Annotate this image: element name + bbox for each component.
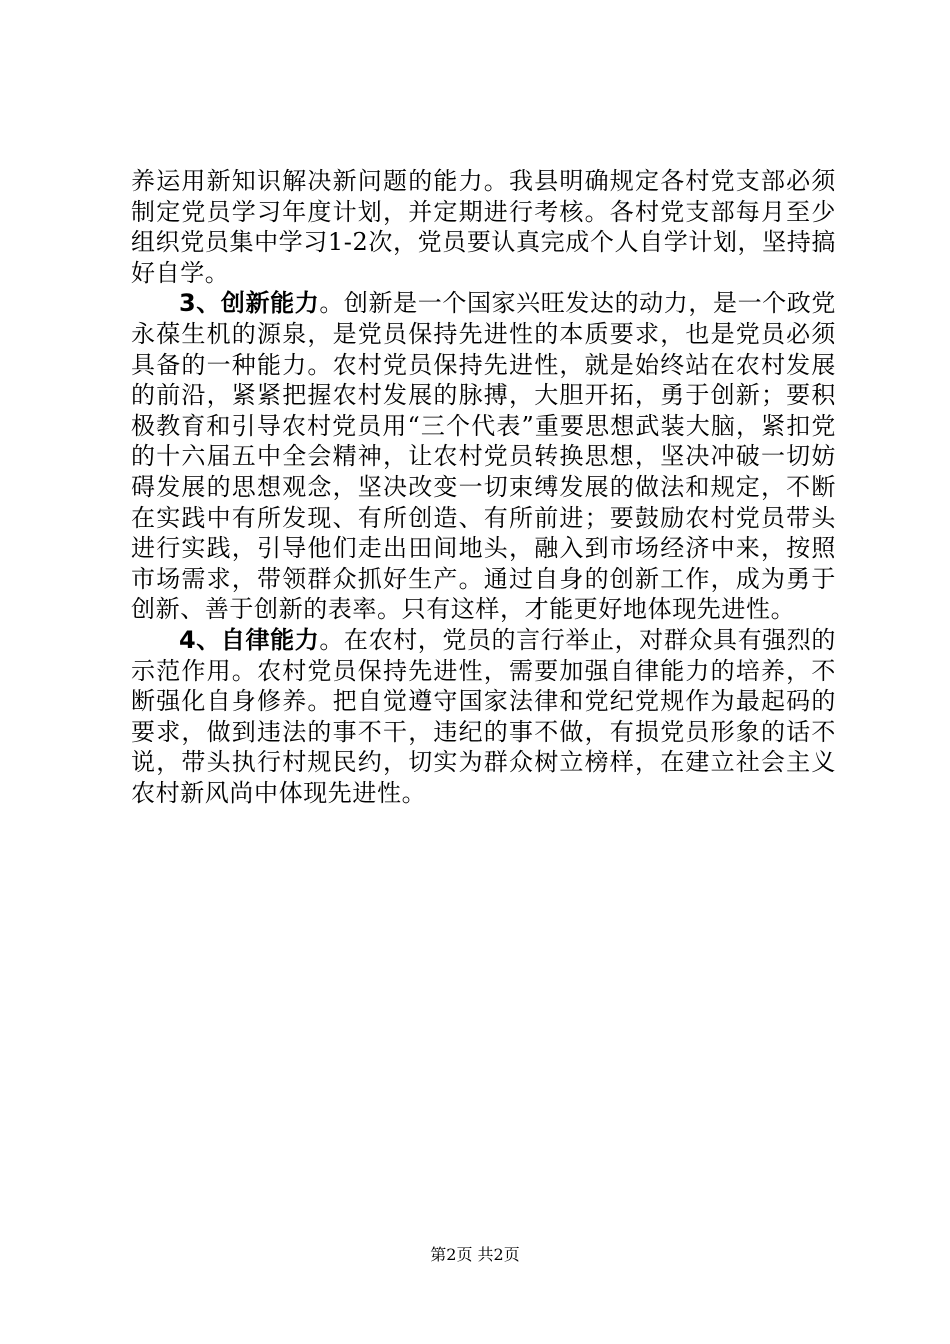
paragraph-text: 养运用新知识解决新问题的能力。我县明确规定各村党支部必须制定党员学习年度计划，并定期进行考核。各村党支部每月至少组织党员集中学习1-2次，党员要认真完成个人自学计划，坚持搞好自学。 <box>131 167 836 287</box>
paragraph-innovation <box>131 288 836 625</box>
paragraph-study-continued <box>131 166 836 288</box>
section-heading-innovation: 3、创新能力 <box>179 289 320 318</box>
page-footer: 第2页 共2页 <box>430 1245 520 1264</box>
paragraph-text: 。创新是一个国家兴旺发达的动力，是一个政党永葆生机的源泉，是党员保持先进性的本质要求，也是党员必须具备的一种能力。农村党员保持先进性，就是始终站在农村发展的前沿，紧紧把握农村发展的脉搏，大胆开拓，勇于创新；要积极教育和引导农村党员用“三个代表”重要思想武装大脑，紧扣党的十六届五中全会精神，让农村党员转换思想，坚决冲破一切妨碍发展的思想观念，坚决改变一切束缚发展的做法和规定，不断在实践中有所发现、有所创造、有所前进；要鼓励农村党员带头进行实践，引导他们走出田间地头，融入到市场经济中来，按照市场需求，带领群众抓好生产。通过自身的创新工作，成为勇于创新、善于创新的表率。只有这样，才能更好地体现先进性。 <box>131 289 836 624</box>
paragraph-self-discipline <box>131 625 836 809</box>
section-heading-self-discipline: 4、自律能力 <box>179 625 320 654</box>
document-body <box>131 166 836 808</box>
paragraph-text: 。在农村，党员的言行举止，对群众具有强烈的示范作用。农村党员保持先进性，需要加强自律能力的培养，不断强化自身修养。把自觉遵守国家法律和党纪党规作为最起码的要求，做到违法的事不干，违纪的事不做，有损党员形象的话不说，带头执行村规民约，切实为群众树立榜样，在建立社会主义农村新风尚中体现先进性。 <box>131 625 836 807</box>
